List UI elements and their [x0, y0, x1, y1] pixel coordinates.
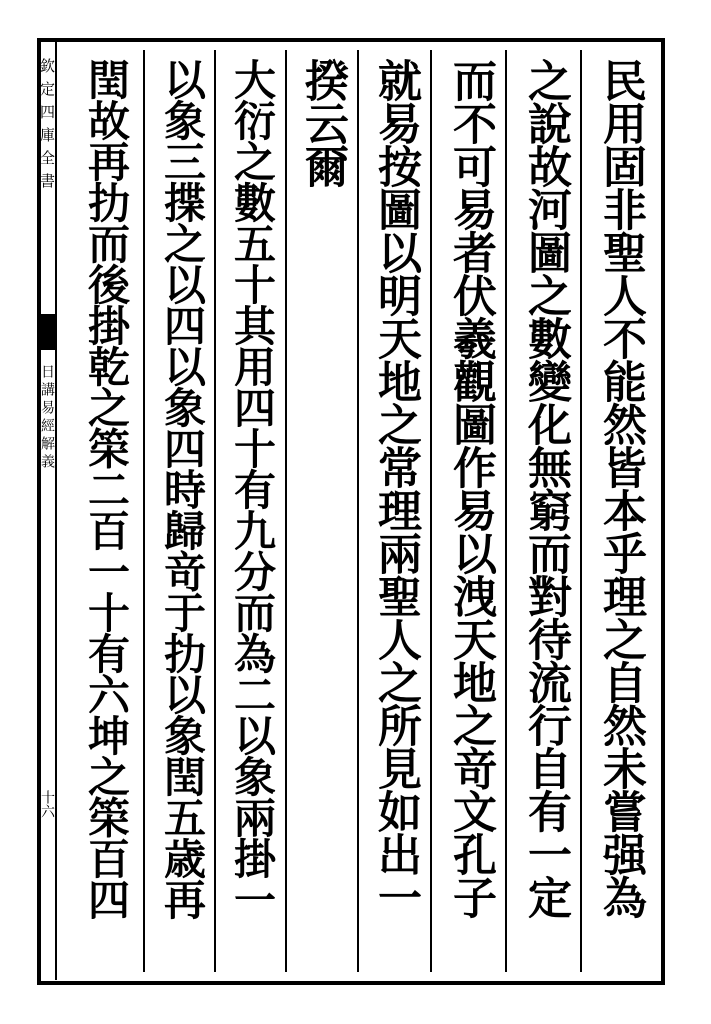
text-column-6: 大衍之數五十其用四十有九分而為二以象兩掛一 [228, 58, 277, 919]
chapter-title: 日講易經解義 [39, 364, 55, 472]
text-column-5: 揆云爾 [297, 58, 348, 187]
text-column-2: 之說故河圖之數變化無窮而對待流行自有一定 [520, 58, 571, 918]
text-column-8: 閏故再扐而後掛乾之筞二百一十有六坤之筞百四 [82, 58, 131, 919]
column-divider [143, 50, 145, 972]
column-divider [580, 50, 582, 972]
column-divider [430, 50, 432, 972]
text-column-3: 而不可易者伏羲觀圖作易以洩天地之竒文孔子 [445, 58, 496, 918]
text-column-7: 以象三揲之以四以象四時歸竒于扐以象閏五歳再 [158, 58, 207, 919]
text-column-1: 民用固非聖人不能然皆本乎理之自然未嘗强為 [595, 58, 646, 918]
column-divider [214, 50, 216, 972]
column-divider [505, 50, 507, 972]
fish-tail-mark [37, 314, 57, 350]
column-divider [357, 50, 359, 972]
text-column-4: 就易按圖以明天地之常理兩聖人之所見如出一 [370, 58, 421, 918]
column-divider [285, 50, 287, 972]
page-number: 十六 [39, 790, 55, 818]
book-title: 欽定四庫全書 [38, 58, 56, 196]
